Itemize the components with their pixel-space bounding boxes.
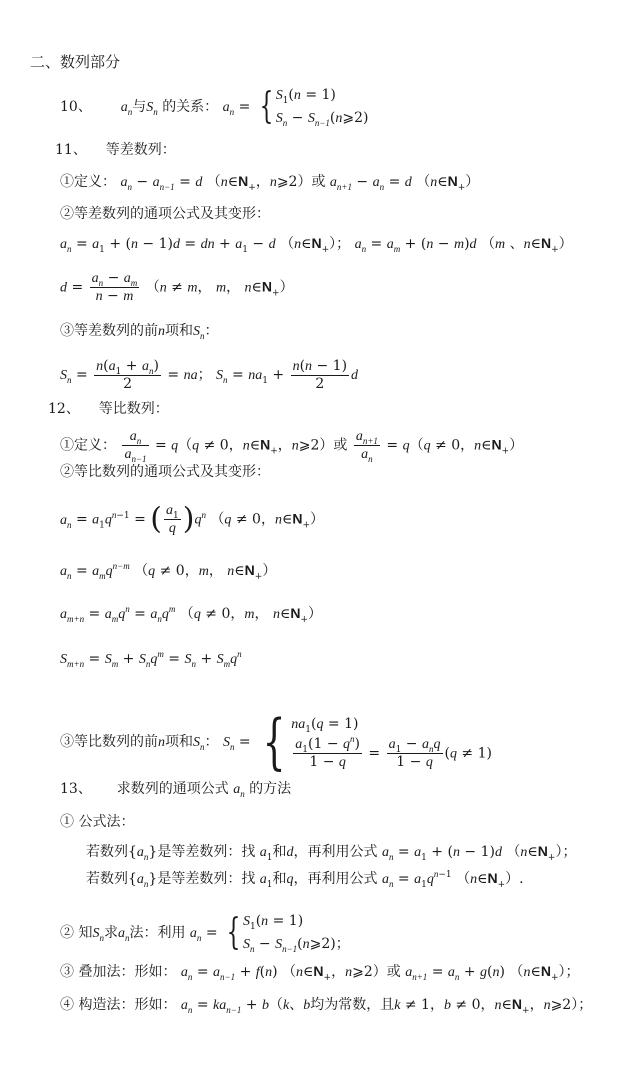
label: ② 知 xyxy=(60,925,93,941)
item-text: 与 xyxy=(132,99,147,115)
method-1-line-2: 若数列$\{a_n\}$是等差数列：找 $a_1$和q，再利用公式 $a_n = a_1q^{n-1}$ $(n\in N_+)$. xyxy=(86,869,524,890)
label: 项和 xyxy=(165,734,193,750)
label: ①定义： xyxy=(60,437,116,454)
label: ①定义： xyxy=(60,174,116,190)
label: 或 xyxy=(386,964,401,980)
method-1-title: ① 公式法： xyxy=(60,814,135,830)
item-12-formula-3: $a_{m+n} = a_mq^n = a_nq^m$ （q ≠ 0，m， $n\in N_+$） xyxy=(60,604,322,625)
label: ，再利用公式 xyxy=(293,871,378,887)
item-12-formula-1: $a_n = a_1q^{n-1}$ = ( $\frac{a_1}{q}$ )$q^n$ （q ≠ 0，$n\in N_+$） xyxy=(60,501,325,537)
method-1-line-1: 若数列$\{a_n\}$是等差数列：找 $a_1$和d，再利用公式 $a_n = a_1 + (n - 1)d$ $(n\in N_+)$； xyxy=(86,843,577,863)
label: 和 xyxy=(272,844,287,860)
item-number: 11、 xyxy=(55,142,87,158)
label: ④ 构造法：形如： xyxy=(60,997,177,1013)
item-11-formula-title: ②等差数列的通项公式及其变形： xyxy=(60,206,270,222)
method-2: ② 知$S_n$求$a_n$法：利用 $a_n$ = { $S_1(n = 1)$ $S_n$ − $S_{n-1}(n⩾2)$； xyxy=(60,912,350,954)
item-title: 等差数列： xyxy=(105,142,176,158)
label: 项和 xyxy=(165,323,193,339)
label: 或 xyxy=(311,174,326,190)
item-number: 10、 xyxy=(60,99,92,115)
label: 和 xyxy=(272,871,287,887)
item-number: 12、 xyxy=(48,401,80,417)
label: 若数列 xyxy=(86,871,128,887)
section-title: 二、数列部分 xyxy=(30,53,121,71)
item-title: 等比数列： xyxy=(98,401,169,417)
label: ，再利用公式 xyxy=(293,844,378,860)
item-11-sum-formula: $S_n$ = $\frac{n(a_1 + a_n)}{2}$ = na； $S_n = na_1$ + $\frac{n(n - 1)}{2}$ d xyxy=(60,358,359,392)
item-text: 的关系： xyxy=(162,99,219,115)
item-11-formula-1: $a_n = a_1 + (n - 1)d$ = dn + $a_1 - d$ $(n\in N_+)$； $a_n = a_m + (n - m)d$ （m 、$n\in N_+$） xyxy=(60,235,573,255)
label: 是等差数列：找 xyxy=(157,871,256,887)
item-12 xyxy=(48,400,169,418)
method-3: ③ 叠加法：形如： $a_n = a_{n-1} + f(n)$ （$n\in N_+$，n⩾2）或 $a_{n+1} = a_n + g(n)$ $(n\in N_+)$； xyxy=(60,963,580,983)
item-title: 求数列的通项公式 xyxy=(116,781,229,797)
item-number: 13、 xyxy=(60,781,92,797)
item-12-formula-title: ②等比数列的通项公式及其变形： xyxy=(60,464,270,480)
item-12-formula-4: $S_{m+n} = S_m + S_nq^m = S_n + S_mq^n$ xyxy=(60,649,242,669)
item-12-sum: ③等比数列的前n项和$S_n$： $S_n$ = { $na_1(q = 1)$ $\frac{a_1(1 - q^n)}{1 - q}$ = $\frac{a_1 - a_nq}{1 - q}$ (q ≠ 1) xyxy=(60,707,492,777)
item-10: 10、 $a_n$与$S_n$ 的关系： $a_n$ = { $S_1(n = 1)$ $S_n$ − $S_{n-1}(n⩾2)$ xyxy=(60,86,369,128)
label: 是等差数列：找 xyxy=(157,844,256,860)
item-11 xyxy=(55,141,176,159)
item-12-formula-2: $a_n = a_mq^{n-m}$ （q ≠ 0，m， $n\in N_+$） xyxy=(60,561,277,582)
item-11-formula-2: d = $\frac{a_n - a_m}{n - m}$ （n ≠ m， m， $n\in N_+$） xyxy=(60,270,294,304)
method-4: ④ 构造法：形如： $a_n = ka_{n-1} + b(k$、b均为常数，且k ≠ 1，b ≠ 0，$n\in N_+$，n⩾2）； xyxy=(60,996,593,1016)
label: ③等比数列的前 xyxy=(60,734,158,750)
item-13: 13、 求数列的通项公式 $a_n$ 的方法 xyxy=(60,781,292,799)
label: ③等差数列的前 xyxy=(60,323,158,339)
item-12-definition: ①定义： $\frac{a_n}{a_{n-1}}$ = q（q ≠ 0，$n\in N_+$，n⩾2）或 $\frac{a_{n+1}}{a_n}$ = q（q ≠ 0，$n\in N_+$） xyxy=(60,429,524,464)
item-11-definition: ①定义： $a_n - a_{n-1} = d$ （$n\in N_+$，n⩾2）或 $a_{n+1} - a_n = d$ $(n\in N_+)$ xyxy=(60,173,480,193)
label: ③ 叠加法：形如： xyxy=(60,964,177,980)
item-11-sum-title: ③等差数列的前n项和$S_n$： xyxy=(60,323,219,341)
label: 或 xyxy=(333,437,348,454)
label: 若数列 xyxy=(86,844,128,860)
label: 求 xyxy=(103,925,118,941)
label: 法：利用 xyxy=(129,925,186,941)
item-title: 的方法 xyxy=(249,781,292,797)
label: 均为常数，且 xyxy=(310,997,395,1013)
